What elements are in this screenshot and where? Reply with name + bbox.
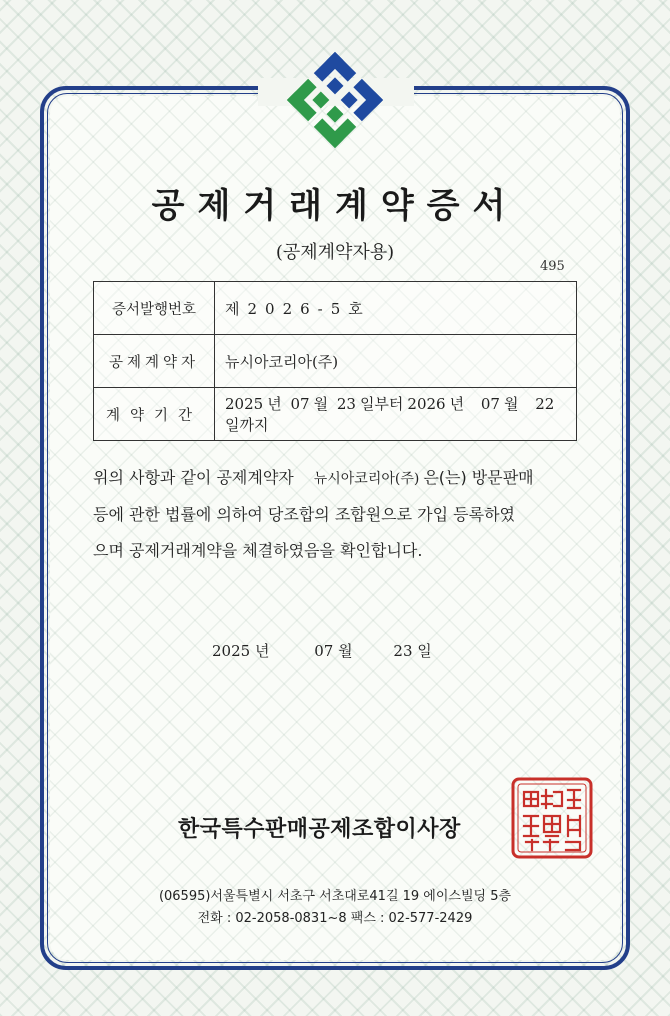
- certificate-title: 공제거래계약증서: [151, 186, 519, 226]
- unit-year: 년: [267, 395, 282, 413]
- issue-day-unit: 일: [417, 642, 432, 660]
- body-prefix: 위의 사항과 같이 공제계약자: [93, 468, 294, 487]
- body-line-2: 등에 관한 법률에 의하여 당조합의 조합원으로 가입 등록하였: [93, 505, 516, 524]
- issue-month: 07: [314, 642, 334, 660]
- period-start-month: 07: [290, 395, 310, 413]
- period-end-day: 22: [535, 395, 555, 413]
- issue-no-label: 증서발행번호: [94, 282, 215, 335]
- contract-info-table: [93, 281, 577, 441]
- unit-year: 년: [449, 395, 465, 413]
- issuer-name: 한국특수판매공제조합이사장: [178, 817, 461, 842]
- table-row: [94, 282, 577, 335]
- address-block: [0, 886, 670, 930]
- issue-year: 2025: [212, 642, 251, 660]
- period-start-year: 2025: [225, 395, 264, 413]
- body-line-1: [93, 460, 593, 497]
- contractor-value: 뉴시아코리아(주): [215, 335, 577, 388]
- table-row: [94, 388, 577, 441]
- period-label: 계약기간: [94, 388, 215, 441]
- certificate-number: 495: [540, 259, 565, 274]
- issue-day: 23: [393, 642, 413, 660]
- period-end-month: 07: [480, 395, 500, 413]
- address-line: (06595)서울특별시 서초구 서초대로41길 19 에이스빌딩 5층: [158, 889, 512, 904]
- unit-month: 월: [503, 395, 519, 413]
- unit-day-to: 일까지: [225, 416, 269, 434]
- body-line-3: 으며 공제거래계약을 체결하였음을 확인합니다.: [93, 541, 423, 560]
- period-end-year: 2026: [407, 395, 446, 413]
- issue-date: [212, 640, 512, 661]
- table-row: [94, 335, 577, 388]
- body-suffix: 은(는) 방문판매: [423, 468, 534, 487]
- certificate-subtitle: (공제계약자용): [275, 242, 395, 263]
- period-start-day: 23: [336, 395, 356, 413]
- unit-day-from: 일부터: [359, 395, 404, 413]
- official-seal-icon: [510, 776, 594, 860]
- contract-period: [215, 388, 577, 441]
- association-logo-icon: [283, 48, 387, 152]
- issue-year-unit: 년: [254, 642, 270, 660]
- contractor-label: 공제계약자: [94, 335, 215, 388]
- contact-line: 전화 : 02-2058-0831~8 팩스 : 02-577-2429: [197, 911, 473, 926]
- issue-no-value: 제2026-5호: [215, 282, 577, 335]
- body-company: 뉴시아코리아(주): [313, 471, 420, 487]
- unit-month: 월: [313, 395, 329, 413]
- issue-month-unit: 월: [338, 642, 353, 660]
- certificate-body: [93, 460, 593, 569]
